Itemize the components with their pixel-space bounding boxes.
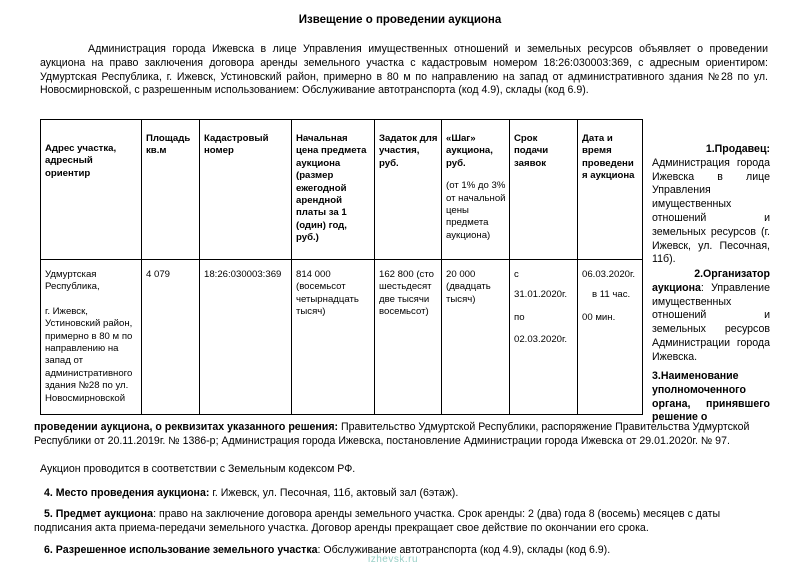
venue-paragraph: [34, 486, 770, 500]
subject-text: : право на заключение договора аренды земельного участка. Срок аренды: 2 (два) года 8 (восемь) месяцев с даты подписания акта приема-передачи земельного участка. Договор аренды прекращает свое действие по окончании его срока.: [34, 508, 721, 534]
auction-table: [40, 119, 643, 415]
header-step-note: (от 1% до 3% от начальной цены предмета аукциона): [446, 180, 506, 241]
header-date: Дата и время проведения аукциона: [578, 120, 643, 260]
seller-heading: 1.Продавец:: [705, 143, 770, 155]
side-authority: [652, 370, 770, 425]
venue-text: г. Ижевск, ул. Песочная, 11б, актовый зал (6этаж).: [209, 487, 459, 499]
term-start: 31.01.2020г.: [514, 289, 568, 301]
cell-deposit: 162 800 (сто шестьдесят две тысячи восемьсот): [375, 260, 442, 415]
auction-time: в 11 час.: [592, 289, 631, 301]
decision-paragraph: [34, 420, 770, 448]
usage-text: : Обслуживание автотранспорта (код 4.9), склады (код 6.9).: [317, 544, 611, 556]
side-seller: [652, 143, 770, 267]
header-address: Адрес участка, адресный ориентир: [41, 120, 142, 260]
cell-term: [510, 260, 578, 415]
header-price: Начальная цена предмета аукциона (размер ежегодной арендной платы за 1 (один) год, руб.): [292, 120, 375, 260]
auction-minutes: 00 мин.: [582, 311, 616, 323]
header-cadastral: Кадастровый номер: [200, 120, 292, 260]
intro-paragraph: Администрация города Ижевска в лице Управления имущественных отношений и земельных ресурсов объявляет о проведении аукциона на право заключения договора аренды земельного участка с кадастровым номером 18:26:030003:369, с адресным ориентиром: Удмуртская Республика, г. Ижевск, Устиновский район, примерно в 80 м по направлению на запад от административного здания №28 по ул. Новосмирновской, с разрешенным использованием: Обслуживание автотранспорта (код 4.9), склады (код 6.9).: [40, 43, 768, 97]
subject-label: 5. Предмет аукциона: [44, 508, 154, 520]
header-deposit: Задаток для участия, руб.: [375, 120, 442, 260]
cell-address: [41, 260, 142, 415]
law-paragraph: Аукцион проводится в соответствии с Земельным кодексом РФ.: [40, 463, 356, 475]
organizer-label: аукциона: [652, 281, 701, 294]
address-detail: г. Ижевск, Устиновский район, примерно в 80 м по направлению на запад от административного здания №28 по ул. Новосмирновской: [45, 305, 133, 404]
document-title: Извещение о проведении аукциона: [298, 14, 502, 26]
term-from: с: [514, 269, 519, 280]
header-step: [442, 120, 510, 260]
organizer-heading: 2.Организатор: [694, 268, 770, 280]
cell-area: 4 079: [142, 260, 200, 415]
subject-paragraph: [34, 507, 770, 535]
organizer-text: : Управление имущественных отношений и земельных ресурсов Администрации города Ижевска.: [652, 281, 770, 363]
header-step-label: «Шаг» аукциона, руб.: [446, 133, 493, 169]
seller-text: Администрация города Ижевска в лице Управления имущественных отношений и земельных ресурсов (г. Ижевск, ул. Песочная, 11б).: [652, 156, 770, 266]
venue-label: 4. Место проведения аукциона:: [44, 487, 210, 499]
term-end: 02.03.2020г.: [514, 334, 568, 346]
table-row: [41, 260, 643, 415]
authority-heading: 3.Наименование уполномоченного органа, принявшего решение о: [652, 370, 770, 424]
header-area: Площадь кв.м: [142, 120, 200, 260]
address-region: Удмуртская Республика,: [45, 269, 100, 293]
table-header-row: [41, 120, 643, 260]
cell-date: [578, 260, 643, 415]
cell-cadastral: 18:26:030003:369: [200, 260, 292, 415]
header-term: Срок подачи заявок: [510, 120, 578, 260]
usage-label: 6. Разрешенное использование земельного участка: [44, 544, 318, 556]
decision-text: Правительство Удмуртской Республики, распоряжение Правительства Удмуртской Республики от 20.11.2019г. № 1386-р; Администрация города Ижевска, постановление Администрации города Ижевска от 29.01.2020г. № 97.: [34, 421, 750, 447]
term-to: по: [514, 311, 525, 323]
cell-price: 814 000 (восемьсот четырнадцать тысяч): [292, 260, 375, 415]
auction-date: 06.03.2020г.: [582, 269, 636, 280]
decision-label: проведении аукциона, о реквизитах указанного решения:: [34, 421, 339, 433]
watermark: izhevsk.ru: [368, 554, 419, 565]
cell-step: 20 000 (двадцать тысяч): [442, 260, 510, 415]
side-organizer: [652, 268, 770, 365]
